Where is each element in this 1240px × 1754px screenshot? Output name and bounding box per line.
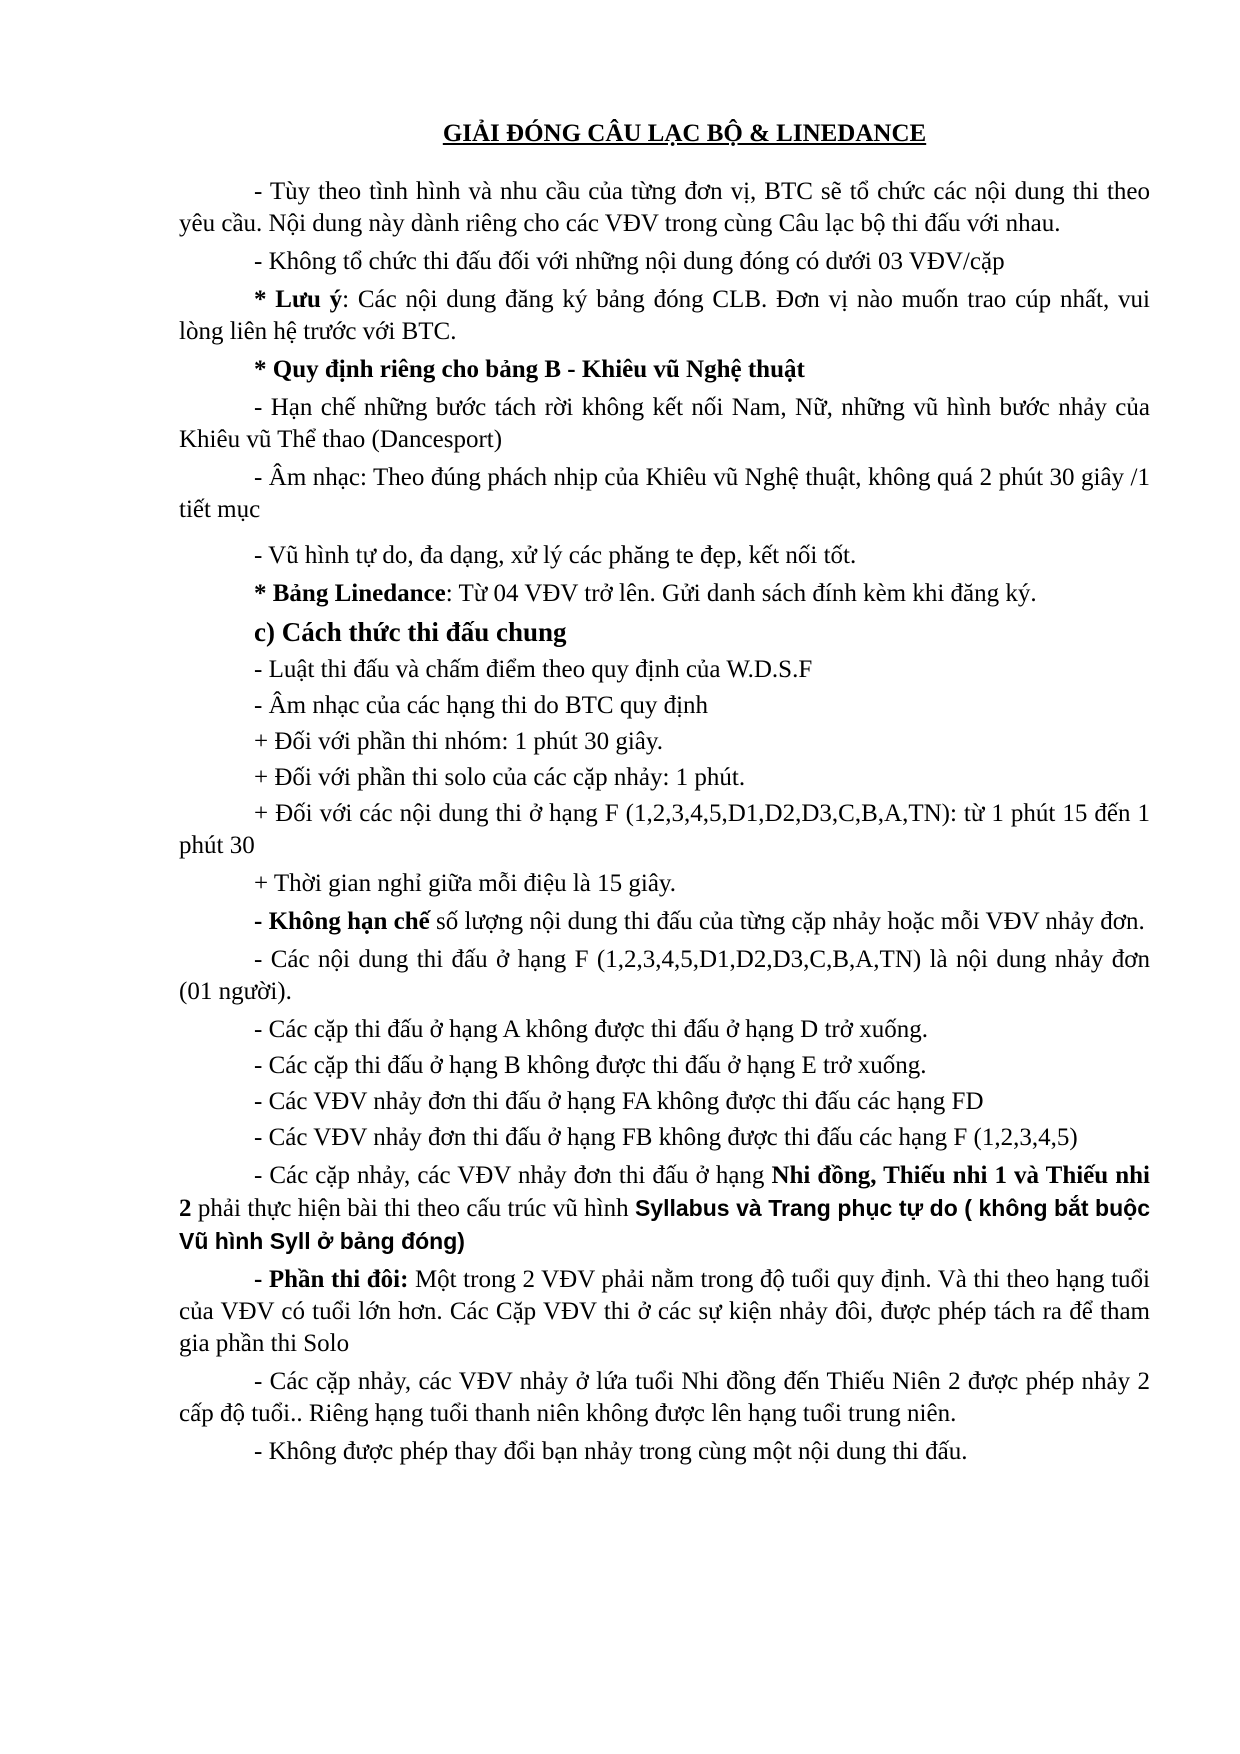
paragraph: + Đối với phần thi solo của các cặp nhảy: 1 phút. bbox=[254, 764, 746, 791]
paragraph-text: số lượng nội dung thi đấu của từng cặp nhảy hoặc mỗi VĐV nhảy đơn. bbox=[429, 908, 1145, 935]
paragraph bbox=[179, 906, 1150, 938]
age-groups-emphasis: Nhi đồng, Thiếu nhi 1 và Thiếu nhi 2 bbox=[179, 1162, 1150, 1222]
paragraph: - Hạn chế những bước tách rời không kết nối Nam, Nữ, những vũ hình bước nhảy của Khiêu vũ Thể thao (Dancesport) bbox=[179, 394, 1150, 453]
paragraph: + Đối với phần thi nhóm: 1 phút 30 giây. bbox=[254, 728, 664, 755]
section-subheading: * Quy định riêng cho bảng B - Khiêu vũ Nghệ thuật bbox=[254, 356, 805, 383]
paragraph bbox=[179, 1160, 1150, 1258]
emphasis-label: - Không hạn chế bbox=[254, 908, 430, 935]
paragraph-text: Một trong 2 VĐV phải nằm trong độ tuổi quy định. Và thi theo hạng tuổi của VĐV có tuổi lớn hơn. Các Cặp VĐV thi ở các sự kiện nhảy đôi, được phép tách ra để tham gia phần thi Solo bbox=[179, 1266, 1150, 1357]
linedance-text: : Từ 04 VĐV trở lên. Gửi danh sách đính kèm khi đăng ký. bbox=[445, 580, 1037, 607]
paragraph: - Vũ hình tự do, đa dạng, xử lý các phăng te đẹp, kết nối tốt. bbox=[254, 542, 857, 569]
paragraph: + Thời gian nghỉ giữa mỗi điệu là 15 giây. bbox=[254, 870, 677, 897]
paragraph: - Các cặp thi đấu ở hạng B không được thi đấu ở hạng E trở xuống. bbox=[254, 1052, 927, 1079]
paragraph bbox=[179, 578, 1150, 610]
paragraph bbox=[179, 1264, 1150, 1360]
couple-section-label: - Phần thi đôi: bbox=[254, 1266, 409, 1293]
syllabus-emphasis: Syllabus và Trang phục tự do ( không bắt buộc Vũ hình Syll ở bảng đóng) bbox=[179, 1195, 1150, 1254]
paragraph: - Các cặp nhảy, các VĐV nhảy ở lứa tuổi Nhi đồng đến Thiếu Niên 2 được phép nhảy 2 cấp độ tuổi.. Riêng hạng tuổi thanh niên không được lên hạng tuổi trung niên. bbox=[179, 1368, 1150, 1427]
paragraph-text: - Các cặp nhảy, các VĐV nhảy đơn thi đấu ở hạng bbox=[254, 1162, 772, 1189]
paragraph: - Âm nhạc của các hạng thi do BTC quy định bbox=[254, 692, 709, 719]
paragraph: - Âm nhạc: Theo đúng phách nhịp của Khiêu vũ Nghệ thuật, không quá 2 phút 30 giây /1 tiết mục bbox=[179, 464, 1150, 523]
page-title: GIẢI ĐÓNG CÂU LẠC BỘ & LINEDANCE bbox=[442, 120, 927, 147]
note-text: : Các nội dung đăng ký bảng đóng CLB. Đơn vị nào muốn trao cúp nhất, vui lòng liên hệ trước với BTC. bbox=[179, 286, 1150, 345]
linedance-label: * Bảng Linedance bbox=[254, 580, 446, 607]
paragraph: - Các VĐV nhảy đơn thi đấu ở hạng FB không được thi đấu các hạng F (1,2,3,4,5) bbox=[254, 1124, 1078, 1151]
paragraph: - Tùy theo tình hình và nhu cầu của từng đơn vị, BTC sẽ tổ chức các nội dung thi theo yêu cầu. Nội dung này dành riêng cho các VĐV trong cùng Câu lạc bộ thi đấu với nhau. bbox=[179, 178, 1150, 237]
paragraph bbox=[179, 284, 1150, 348]
paragraph: - Các cặp thi đấu ở hạng A không được thi đấu ở hạng D trở xuống. bbox=[254, 1016, 928, 1043]
paragraph: - Không được phép thay đổi bạn nhảy trong cùng một nội dung thi đấu. bbox=[254, 1438, 968, 1465]
section-heading: c) Cách thức thi đấu chung bbox=[254, 617, 567, 647]
paragraph: - Không tổ chức thi đấu đối với những nội dung đóng có dưới 03 VĐV/cặp bbox=[254, 248, 1005, 275]
paragraph: + Đối với các nội dung thi ở hạng F (1,2,3,4,5,D1,D2,D3,C,B,A,TN): từ 1 phút 15 đến 1 phút 30 bbox=[179, 800, 1150, 859]
note-label: * Lưu ý bbox=[254, 286, 343, 313]
paragraph-text: phải thực hiện bài thi theo cấu trúc vũ hình bbox=[191, 1195, 635, 1222]
paragraph: - Luật thi đấu và chấm điểm theo quy định của W.D.S.F bbox=[254, 656, 813, 683]
paragraph: - Các nội dung thi đấu ở hạng F (1,2,3,4,5,D1,D2,D3,C,B,A,TN) là nội dung nhảy đơn (01 người). bbox=[179, 946, 1150, 1005]
paragraph: - Các VĐV nhảy đơn thi đấu ở hạng FA không được thi đấu các hạng FD bbox=[254, 1088, 984, 1115]
